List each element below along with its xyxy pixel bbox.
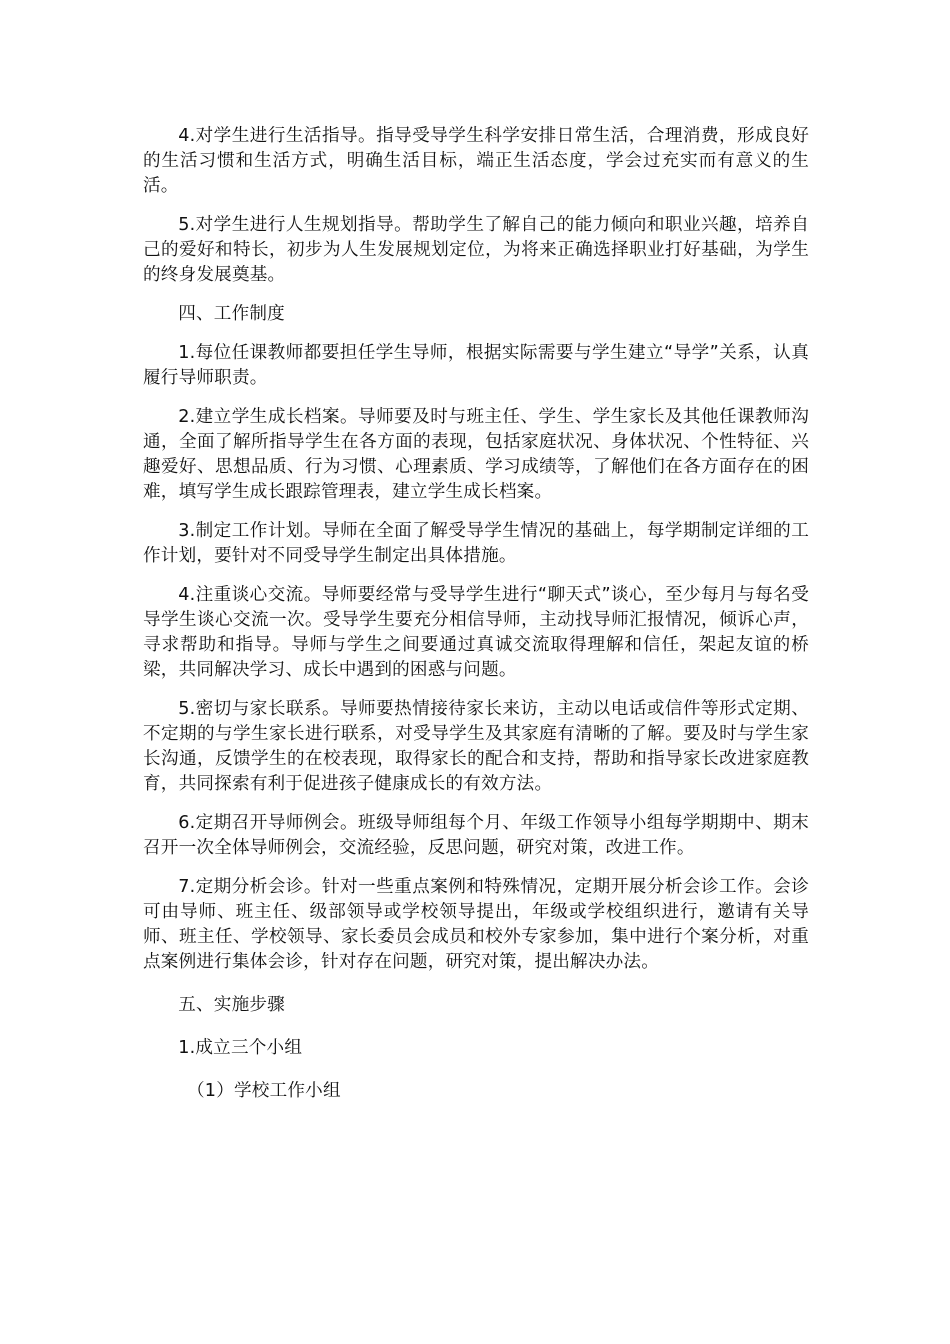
paragraph-heart-talk: 4.注重谈心交流。导师要经常与受导学生进行“聊天式”谈心，至少每月与每名受导学生谈心交流一次。受导学生要充分相信导师，主动找导师汇报情况，倾诉心声，寻求帮助和指导。导师与学生之间要通过真诚交流取得理解和信任，架起友谊的桥梁，共同解决学习、成长中遇到的困惑与问题。: [143, 585, 809, 680]
paragraph-life-planning: 5.对学生进行人生规划指导。帮助学生了解自己的能力倾向和职业兴趣，培养自己的爱好和特长，初步为人生发展规划定位，为将来正确选择职业打好基础，为学生的终身发展奠基。: [143, 215, 809, 285]
paragraph-regular-meeting: 6.定期召开导师例会。班级导师组每个月、年级工作领导小组每学期期中、期末召开一次全体导师例会，交流经验，反思问题，研究对策，改进工作。: [143, 813, 809, 858]
paragraph-life-guidance: 4.对学生进行生活指导。指导受导学生科学安排日常生活，合理消费，形成良好的生活习惯和生活方式，明确生活目标，端正生活态度，学会过充实而有意义的生活。: [143, 126, 809, 196]
paragraph-parent-contact: 5.密切与家长联系。导师要热情接待家长来访，主动以电话或信件等形式定期、不定期的与学生家长进行联系，对受导学生及其家庭有清晰的了解。要及时与学生家长沟通，反馈学生的在校表现，取得家长的配合和支持，帮助和指导家长改进家庭教育，共同探索有利于促进孩子健康成长的有效方法。: [143, 699, 809, 794]
paragraph-growth-archive: 2.建立学生成长档案。导师要及时与班主任、学生、学生家长及其他任课教师沟通，全面了解所指导学生在各方面的表现，包括家庭状况、身体状况、个性特征、兴趣爱好、思想品质、行为习惯、心理素质、学习成绩等，了解他们在各方面存在的困难，填写学生成长跟踪管理表，建立学生成长档案。: [143, 407, 809, 502]
section-heading-work-system: 四、工作制度: [178, 304, 285, 324]
paragraph-case-analysis: 7.定期分析会诊。针对一些重点案例和特殊情况，定期开展分析会诊工作。会诊可由导师、班主任、级部领导或学校领导提出，年级或学校组织进行，邀请有关导师、班主任、学校领导、家长委员会成员和校外专家参加，集中进行个案分析，对重点案例进行集体会诊，针对存在问题，研究对策，提出解决办法。: [143, 877, 809, 972]
paragraph-three-groups: 1.成立三个小组: [178, 1038, 303, 1058]
paragraph-work-plan: 3.制定工作计划。导师在全面了解受导学生情况的基础上，每学期制定详细的工作计划，要针对不同受导学生制定出具体措施。: [143, 521, 809, 566]
paragraph-mentor-duty: 1.每位任课教师都要担任学生导师，根据实际需要与学生建立“导学”关系，认真履行导师职责。: [143, 343, 809, 388]
section-heading-implementation: 五、实施步骤: [178, 995, 285, 1015]
document-body: [143, 124, 809, 1118]
paragraph-school-group: （1）学校工作小组: [187, 1081, 341, 1101]
